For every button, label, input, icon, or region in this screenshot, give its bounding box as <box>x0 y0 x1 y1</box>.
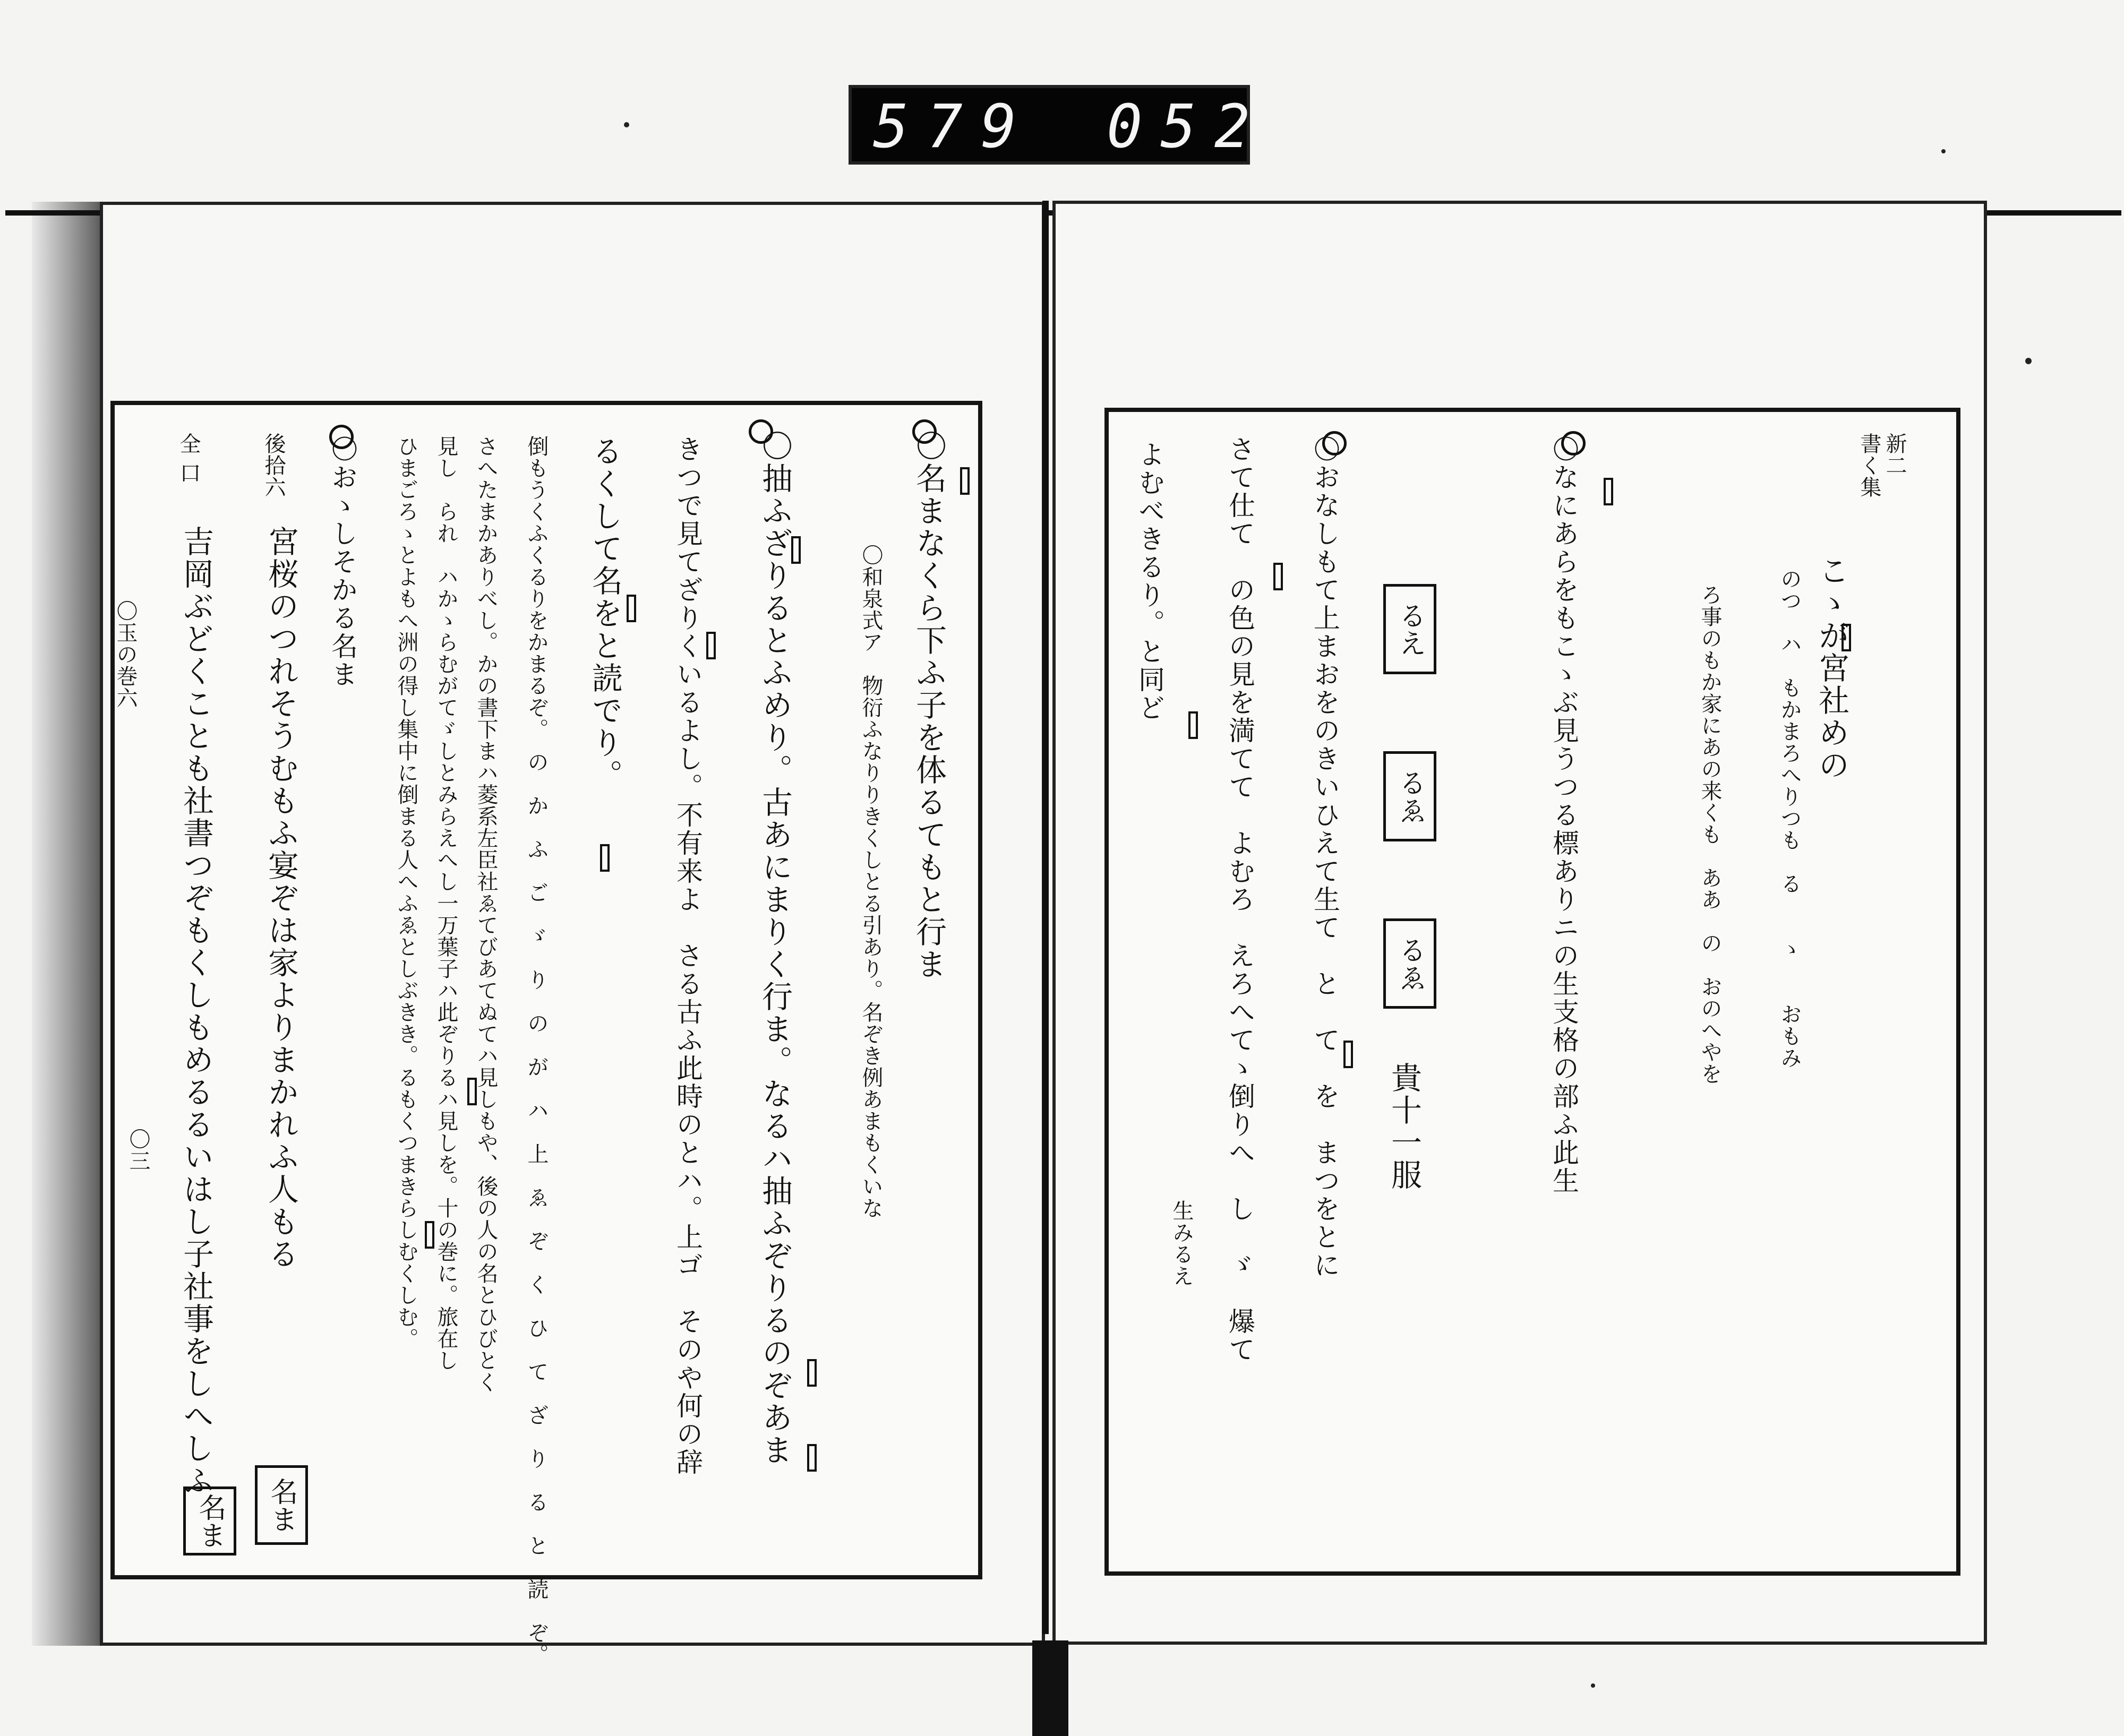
left-mark-4 <box>627 595 636 622</box>
left-section-circle-2 <box>749 419 773 444</box>
left-boxed-word-1: 名ま <box>255 1465 308 1545</box>
right-col-6: さて仕て の色の見を満てて よむろ えろへてゝ倒りへ し ゞ 爆て <box>1224 435 1255 1364</box>
right-col-7: よむべきるり。と同ど <box>1134 441 1165 722</box>
right-mark-4 <box>1343 1041 1353 1068</box>
left-mark-9 <box>425 1221 434 1249</box>
left-col-1: 〇名まなくら下ふ子を体るてもと行ま <box>911 430 947 981</box>
left-col-6: 倒もうくふくるりをかまるぞ。 の か ふ ご ゞ り の が ハ 上 ゑ ぞ く ひ て ざ り る と 読 ぞ。 <box>524 435 549 1665</box>
left-col-10: 〇おゝしそかる名ま <box>327 435 358 689</box>
left-col-8: 見し られ ハかゝらむがてゞしとみらえへし一万葉子ハ此ぞりるハ見しを。十の巻に。旅在し <box>434 435 458 1371</box>
page-number: 〇三 <box>126 1128 150 1172</box>
left-side-label-2: 全 口 <box>176 433 201 484</box>
left-col-11: 宮桜のつれそうむもふ宴ぞは家よりまかれふ人もる <box>263 526 299 1270</box>
right-small-note: 生みるえ <box>1169 1200 1194 1287</box>
left-section-circle-1 <box>912 419 937 444</box>
left-col-9: ひまごろゝとよもへ洲の得し集中に倒まる人へふゑとしぶきき。るもくつまきらしむくしむ。 <box>394 435 418 1350</box>
right-boxed-word-3: るゑ <box>1383 918 1436 1009</box>
left-col-12: 吉岡ぶどくことも社書つぞもくしもめるるいはし子社事をしへしふ <box>178 526 214 1497</box>
right-section-circle-2 <box>1322 431 1347 456</box>
right-mark-3 <box>1273 563 1283 590</box>
right-header-line-2: 書く集 <box>1857 433 1881 498</box>
left-mark-1 <box>960 467 970 495</box>
left-boxed-word-2: 名ま <box>183 1486 236 1555</box>
right-header-line-1: 新二 <box>1882 433 1907 476</box>
right-mark-5 <box>1188 711 1198 739</box>
right-section-circle-1 <box>1561 431 1586 456</box>
right-note: 貴十一服 <box>1386 1062 1422 1191</box>
right-boxed-word-2: るゑ <box>1383 751 1436 841</box>
left-mark-6 <box>807 1444 817 1472</box>
counter-right-number: 052 <box>1107 92 1269 161</box>
section-title: 〇玉の巻六 <box>113 600 138 709</box>
left-col-4: きつで見てざりくいるよし。不有来よ さる古ふ此時のとハ。上ゴ そのや何の辞 <box>672 435 703 1476</box>
right-mark-2 <box>1604 478 1613 505</box>
right-col-3: のつ ハ もかまろへりつも る ゝ おもみ <box>1777 568 1802 1069</box>
left-col-2: 〇和泉式ア 物衍ふなりりきくしとる引あり。名ぞき例あまもくいな <box>859 544 883 1219</box>
right-col-4: ろ事のもか家にあの来くも ああ の おのへやを <box>1698 584 1722 1085</box>
left-section-circle-3 <box>329 425 354 449</box>
right-col-1: こゝが宮社めの <box>1813 555 1849 781</box>
left-col-3: 〇抽ふざりるとふめり。古あにまりく行ま。なるハ抽ふぞりるのぞあま <box>757 430 793 1466</box>
left-side-label-1: 後拾六 <box>261 433 286 498</box>
center-gutter-line <box>1042 201 1049 1634</box>
right-col-2: 〇なにあらをもこゝぶ見うつる標ありニの生支格の部ふ此生 <box>1548 435 1579 1195</box>
counter-left-number: 579 <box>873 92 1035 161</box>
left-mark-5 <box>807 1359 817 1387</box>
right-mark-1 <box>1842 624 1851 651</box>
center-binding-tab <box>1032 1640 1068 1736</box>
frame-counter-label <box>849 85 1269 165</box>
left-col-5: るくして名をと読でり。 <box>587 435 623 792</box>
left-mark-7 <box>600 844 610 872</box>
right-col-5: 〇おなしもて上まおをのきいひえて生て と て を まつをとに <box>1309 435 1340 1279</box>
left-col-7: さへたまかありべし。かの書下まハ菱系左臣社ゑてびあてぬてハ見しもや、後の人の名とひびとく <box>474 435 498 1393</box>
right-boxed-word-1: るえ <box>1383 584 1436 674</box>
left-mark-3 <box>706 632 716 659</box>
